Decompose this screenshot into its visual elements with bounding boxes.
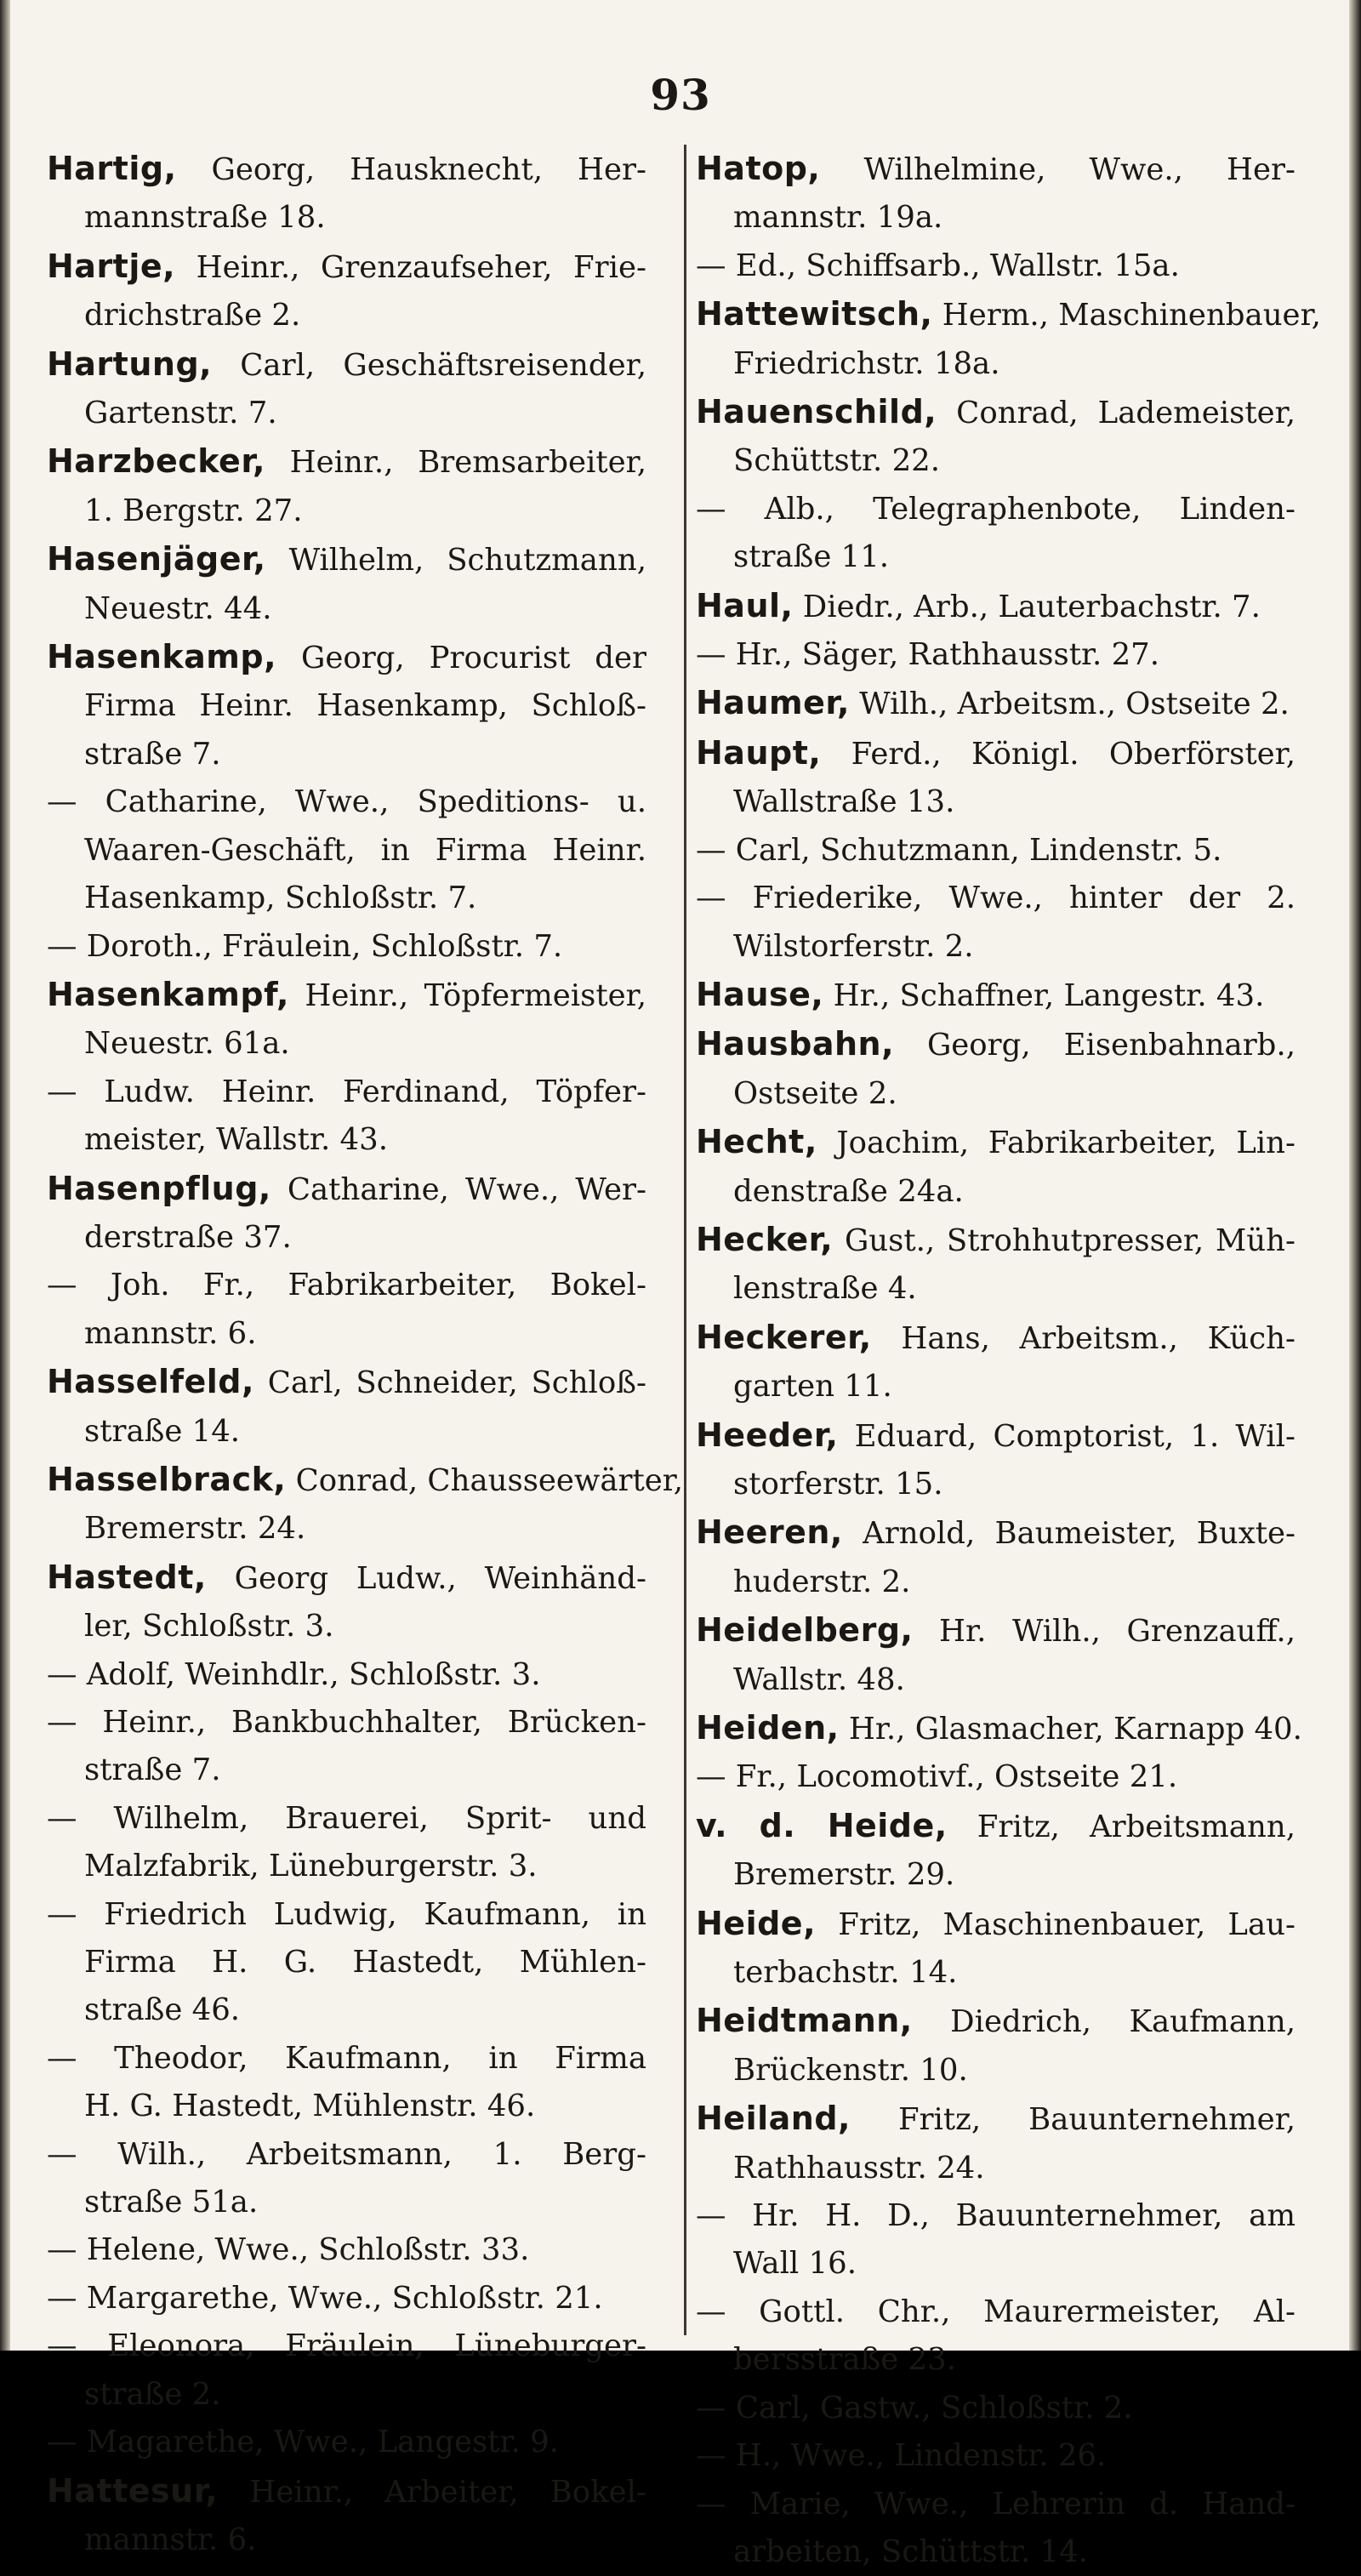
entry-continuation-line (47, 2516, 646, 2564)
entry-text: straße 46. (84, 1992, 240, 2027)
entry-first-line (696, 1411, 1296, 1461)
entry-surname: Heeren, (696, 1513, 843, 1551)
entry-text: — Doroth., Fräulein, Schloßstr. 7. (47, 929, 562, 964)
entry-first-line (696, 1704, 1296, 1753)
entry-text: drichstraße 2. (84, 298, 300, 333)
entry-continuation-line (696, 1363, 1296, 1411)
entry-first-line (696, 1997, 1296, 2046)
entry-continuation-line (47, 731, 646, 778)
entry-surname: Hattewitsch, (696, 295, 932, 333)
directory-entry (47, 1358, 646, 1456)
entry-surname: Heidelberg, (696, 1611, 913, 1649)
entry-surname: Heiland, (696, 2100, 851, 2137)
entry-text: — Helene, Wwe., Schloßstr. 33. (47, 2232, 529, 2267)
entry-text: Wilhelm, Schutzmann, (289, 543, 646, 578)
entry-text: Rathhausstr. 24. (733, 2151, 985, 2186)
entry-text: straße 2. (84, 2377, 221, 2412)
entry-text: — Ludw. Heinr. Ferdinand, Töpfer- (47, 1074, 646, 1109)
entry-first-line (696, 1216, 1296, 1265)
entry-continuation-line (696, 1851, 1296, 1899)
entry-first-line (47, 242, 646, 292)
entry-text: Friedrichstr. 18a. (733, 346, 1000, 381)
entry-first-line (47, 340, 646, 390)
entry-first-line (47, 778, 646, 826)
entry-text: ler, Schloßstr. 3. (84, 1609, 334, 1644)
entry-first-line (47, 145, 646, 194)
entry-text: — Magarethe, Wwe., Langestr. 9. (47, 2425, 559, 2459)
entry-text: — Fr., Locomotivf., Ostseite 21. (696, 1759, 1177, 1794)
entry-first-line (696, 971, 1296, 1020)
entry-first-line (47, 2467, 646, 2516)
directory-entry (47, 2467, 646, 2565)
entry-surname: Hasselfeld, (47, 1363, 254, 1400)
entry-text: straße 14. (84, 1414, 240, 1449)
entry-continuation-line (47, 1116, 646, 1164)
directory-entry (47, 437, 646, 535)
directory-entry (696, 1606, 1296, 1704)
entry-text: Georg Ludw., Weinhänd- (235, 1561, 646, 1596)
entry-text: — Wilh., Arbeitsmann, 1. Berg- (47, 2137, 646, 2172)
entry-text: 1. Bergstr. 27. (84, 493, 303, 528)
entry-continuation-line (47, 1310, 646, 1358)
directory-entry (696, 875, 1296, 971)
directory-entry (696, 290, 1296, 388)
entry-text: Gust., Strohhutpresser, Müh- (845, 1223, 1296, 1258)
directory-entry (47, 1795, 646, 1891)
directory-entry (696, 1900, 1296, 1998)
entry-first-line (696, 242, 1296, 290)
entry-surname: Hecker, (696, 1221, 833, 1258)
entry-surname: Hasenkamp, (47, 638, 276, 675)
entry-first-line (696, 679, 1296, 728)
directory-entry (696, 679, 1296, 728)
directory-entry (47, 1456, 646, 1553)
directory-entry (47, 145, 646, 242)
entry-continuation-line (696, 1461, 1296, 1508)
entry-text: Georg, Procurist der (301, 641, 646, 675)
entry-continuation-line (696, 1070, 1296, 1118)
entry-first-line (47, 2275, 646, 2322)
entry-first-line (696, 1900, 1296, 1949)
entry-continuation-line (696, 1168, 1296, 1216)
entry-first-line (47, 2419, 646, 2466)
entry-text: Wall 16. (733, 2246, 857, 2281)
directory-entry (696, 971, 1296, 1020)
entry-text: straße 7. (84, 737, 221, 772)
entry-continuation-line (47, 1020, 646, 1068)
entry-continuation-line (47, 1986, 646, 2034)
entry-text: Arnold, Baumeister, Buxte- (863, 1516, 1296, 1551)
entry-continuation-line (696, 2047, 1296, 2094)
entry-continuation-line (696, 194, 1296, 242)
entry-continuation-line (47, 585, 646, 633)
directory-entry (47, 535, 646, 633)
entry-first-line (696, 827, 1296, 875)
entry-first-line (47, 2035, 646, 2083)
entry-text: derstraße 37. (84, 1220, 292, 1255)
entry-text: Fritz, Bauunternehmer, (898, 2102, 1296, 2137)
entry-first-line (47, 2226, 646, 2274)
entry-surname: Heiden, (696, 1709, 840, 1747)
entry-first-line (47, 437, 646, 487)
entry-text: Firma H. G. Hastedt, Mühlen- (84, 1945, 646, 1980)
entry-first-line (696, 486, 1296, 533)
page-number: 93 (0, 70, 1361, 120)
entry-first-line (47, 1069, 646, 1116)
directory-entry (47, 2226, 646, 2274)
directory-entry (696, 1314, 1296, 1411)
entry-text: terbachstr. 14. (733, 1955, 957, 1990)
entry-text: — Alb., Telegraphenbote, Linden- (696, 492, 1296, 527)
entry-first-line (696, 388, 1296, 437)
entry-text: bersstraße 23. (733, 2342, 956, 2377)
directory-entry (47, 633, 646, 778)
entry-continuation-line (696, 1656, 1296, 1704)
entry-continuation-line (47, 875, 646, 922)
entry-continuation-line (47, 1603, 646, 1650)
entry-text: Firma Heinr. Hasenkamp, Schloß- (84, 688, 646, 723)
directory-entry (47, 2131, 646, 2227)
entry-text: Georg, Eisenbahnarb., (927, 1028, 1296, 1063)
entry-text: Joachim, Fabrikarbeiter, Lin- (836, 1126, 1296, 1160)
entry-continuation-line (47, 487, 646, 535)
entry-first-line (696, 1753, 1296, 1801)
entry-text: straße 7. (84, 1752, 221, 1787)
entry-text: Fritz, Maschinenbauer, Lau- (838, 1907, 1296, 1942)
entry-continuation-line (47, 1843, 646, 1890)
directory-entry (696, 2385, 1296, 2432)
directory-entry (696, 1508, 1296, 1606)
entry-surname: Haul, (696, 587, 793, 624)
entry-text: — Marie, Wwe., Lehrerin d. Hand- (696, 2487, 1296, 2522)
entry-continuation-line (696, 1265, 1296, 1313)
entry-continuation-line (696, 1949, 1296, 1997)
entry-first-line (47, 1553, 646, 1603)
entry-text: — Hr. H. D., Bauunternehmer, am (696, 2198, 1296, 2233)
entry-continuation-line (47, 827, 646, 875)
entry-surname: Haupt, (696, 734, 821, 772)
entry-continuation-line (47, 292, 646, 339)
entry-first-line (47, 971, 646, 1020)
entry-text: Carl, Geschäftsreisender, (240, 348, 646, 383)
entry-text: — Carl, Gastw., Schloßstr. 2. (696, 2391, 1133, 2425)
entry-text: Hr., Schaffner, Langestr. 43. (834, 978, 1265, 1013)
entry-text: Schüttstr. 22. (733, 443, 940, 478)
entry-continuation-line (47, 2083, 646, 2130)
entry-first-line (47, 923, 646, 971)
directory-entry (696, 388, 1296, 486)
entry-surname: Hauenschild, (696, 393, 937, 430)
entry-first-line (696, 2432, 1296, 2480)
entry-first-line (47, 1699, 646, 1747)
directory-entry (696, 631, 1296, 679)
directory-entry (47, 1165, 646, 1262)
entry-continuation-line (47, 2179, 646, 2226)
directory-entry (47, 242, 646, 340)
directory-entry (47, 2322, 646, 2419)
entry-first-line (47, 1891, 646, 1939)
entry-text: Malzfabrik, Lüneburgerstr. 3. (84, 1849, 538, 1884)
entry-first-line (696, 1020, 1296, 1069)
entry-text: Heinr., Bremsarbeiter, (290, 445, 646, 480)
entry-surname: Hartje, (47, 248, 175, 285)
directory-entry (47, 340, 646, 438)
entry-first-line (696, 1606, 1296, 1656)
entry-text: Fritz, Arbeitsmann, (977, 1809, 1296, 1844)
directory-entry (696, 2192, 1296, 2288)
entry-text: — Friederike, Wwe., hinter der 2. (696, 881, 1296, 915)
entry-text: straße 11. (733, 539, 889, 574)
entry-first-line (696, 2094, 1296, 2144)
entry-text: Catharine, Wwe., Wer- (288, 1172, 646, 1207)
entry-first-line (696, 875, 1296, 922)
entry-text: Bremerstr. 24. (84, 1511, 305, 1546)
entry-text: — Eleonora, Fräulein, Lüneburger- (47, 2328, 646, 2363)
entry-first-line (47, 1262, 646, 1309)
entry-first-line (696, 631, 1296, 679)
directory-entry (696, 1997, 1296, 2094)
entry-text: mannstraße 18. (84, 200, 326, 235)
entry-text: Wallstraße 13. (733, 784, 954, 819)
entry-text: denstraße 24a. (733, 1174, 964, 1209)
entry-first-line (47, 535, 646, 584)
entry-text: Heinr., Töpfermeister, (305, 978, 646, 1013)
directory-entry (47, 2419, 646, 2466)
entry-text: Diedr., Arb., Lauterbachstr. 7. (803, 590, 1261, 624)
entry-first-line (47, 1651, 646, 1699)
entry-text: — Joh. Fr., Fabrikarbeiter, Bokel- (47, 1268, 646, 1302)
entry-first-line (696, 1508, 1296, 1558)
entry-surname: v. d. Heide, (696, 1807, 948, 1844)
entry-text: Conrad, Lademeister, (956, 396, 1296, 430)
entry-surname: Hause, (696, 976, 823, 1013)
entry-continuation-line (47, 2371, 646, 2419)
entry-text: Heinr., Arbeiter, Bokel- (249, 2475, 646, 2510)
entry-text: Conrad, Chausseewärter, (296, 1463, 684, 1498)
entry-continuation-line (696, 2336, 1296, 2384)
entry-continuation-line (47, 1408, 646, 1456)
entry-text: — Adolf, Weinhdlr., Schloßstr. 3. (47, 1657, 541, 1692)
directory-entry (696, 1216, 1296, 1314)
directory-entry (696, 2288, 1296, 2385)
directory-entry (696, 486, 1296, 582)
directory-entry (696, 827, 1296, 875)
entry-first-line (696, 2288, 1296, 2336)
entry-text: — Friedrich Ludwig, Kaufmann, in (47, 1897, 646, 1932)
entry-text: Herm., Maschinenbauer, (942, 298, 1321, 333)
entry-text: Wilhelmine, Wwe., Her- (863, 152, 1296, 187)
entry-first-line (696, 1314, 1296, 1363)
entry-continuation-line (47, 682, 646, 730)
entry-text: storferstr. 15. (733, 1467, 943, 1502)
entry-first-line (47, 1456, 646, 1505)
entry-surname: Hasenkampf, (47, 976, 289, 1013)
entry-continuation-line (696, 2240, 1296, 2288)
entry-text: Ferd., Königl. Oberförster, (851, 737, 1296, 772)
entry-text: — Catharine, Wwe., Speditions- u. (47, 784, 646, 819)
directory-entry (47, 1651, 646, 1699)
entry-continuation-line (696, 2528, 1296, 2576)
entry-first-line (696, 290, 1296, 339)
entry-surname: Hattesur, (47, 2472, 218, 2510)
entry-surname: Hasenpflug, (47, 1170, 271, 1207)
entry-text: Wallstr. 48. (733, 1662, 905, 1697)
entry-text: Hr. Wilh., Grenzauff., (939, 1614, 1296, 1649)
entry-text: lenstraße 4. (733, 1271, 917, 1306)
entry-text: — Gottl. Chr., Maurermeister, Al- (696, 2294, 1296, 2329)
directory-entry (47, 2035, 646, 2131)
entry-text: mannstr. 6. (84, 2522, 257, 2557)
entry-text: mannstr. 19a. (733, 200, 942, 235)
entry-text: — H., Wwe., Lindenstr. 26. (696, 2438, 1106, 2473)
entry-first-line (696, 1118, 1296, 1167)
entry-surname: Hartung, (47, 345, 212, 383)
entry-continuation-line (47, 1505, 646, 1553)
entry-surname: Harzbecker, (47, 442, 265, 480)
entry-first-line (696, 2192, 1296, 2240)
entry-text: huderstr. 2. (733, 1564, 910, 1599)
entry-text: Ostseite 2. (733, 1076, 897, 1111)
entry-text: Waaren-Geschäft, in Firma Heinr. (84, 833, 646, 868)
entry-text: Carl, Schneider, Schloß- (268, 1365, 646, 1400)
entry-surname: Hasenjäger, (47, 540, 266, 578)
right-column (696, 145, 1296, 2576)
entry-continuation-line (696, 340, 1296, 388)
entry-text: arbeiten, Schüttstr. 14. (733, 2534, 1088, 2569)
entry-text: — Ed., Schiffsarb., Wallstr. 15a. (696, 248, 1180, 283)
directory-entry (47, 1069, 646, 1165)
directory-entry (47, 778, 646, 922)
entry-first-line (696, 1802, 1296, 1851)
entry-first-line (47, 633, 646, 682)
entry-text: Neuestr. 61a. (84, 1026, 290, 1061)
entry-continuation-line (47, 1939, 646, 1986)
directory-entry (696, 1753, 1296, 1801)
entry-text: straße 51a. (84, 2185, 258, 2220)
entry-text: meister, Wallstr. 43. (84, 1122, 388, 1157)
entry-text: Eduard, Comptorist, 1. Wil- (855, 1419, 1296, 1454)
entry-text: H. G. Hastedt, Mühlenstr. 46. (84, 2089, 535, 2123)
entry-text: Neuestr. 44. (84, 591, 272, 626)
entry-continuation-line (696, 533, 1296, 581)
entry-continuation-line (696, 778, 1296, 826)
entry-continuation-line (47, 194, 646, 242)
entry-continuation-line (47, 1214, 646, 1262)
entry-text: — Hr., Säger, Rathhausstr. 27. (696, 637, 1159, 672)
entry-continuation-line (696, 923, 1296, 971)
directory-entry (696, 2432, 1296, 2480)
directory-entry (696, 145, 1296, 242)
entry-text: mannstr. 6. (84, 1316, 257, 1351)
entry-text: Hans, Arbeitsm., Küch- (901, 1321, 1296, 1356)
entry-text: Gartenstr. 7. (84, 396, 277, 430)
left-column (47, 145, 646, 2564)
directory-entry (696, 729, 1296, 827)
entry-text: Wilstorferstr. 2. (733, 929, 974, 964)
entry-first-line (696, 2385, 1296, 2432)
entry-surname: Hastedt, (47, 1559, 207, 1596)
entry-text: Hasenkamp, Schloßstr. 7. (84, 881, 476, 915)
entry-surname: Hasselbrack, (47, 1461, 286, 1498)
directory-entry (47, 923, 646, 971)
directory-entry (696, 2481, 1296, 2576)
entry-text: — Theodor, Kaufmann, in Firma (47, 2041, 646, 2076)
entry-text: Diedrich, Kaufmann, (950, 2004, 1296, 2039)
entry-text: — Wilhelm, Brauerei, Sprit- und (47, 1801, 646, 1836)
column-divider (684, 145, 686, 2335)
directory-entry (47, 971, 646, 1069)
entry-surname: Hecht, (696, 1123, 817, 1160)
entry-surname: Hatop, (696, 150, 820, 187)
entry-surname: Heeder, (696, 1416, 838, 1454)
directory-entry (47, 1699, 646, 1795)
directory-entry (47, 1262, 646, 1358)
directory-entry (696, 1020, 1296, 1118)
directory-entry (696, 582, 1296, 631)
entry-text: garten 11. (733, 1369, 892, 1404)
entry-continuation-line (696, 437, 1296, 485)
directory-entry (47, 1553, 646, 1651)
entry-first-line (47, 2322, 646, 2370)
entry-text: — Heinr., Bankbuchhalter, Brücken- (47, 1705, 646, 1740)
entry-surname: Heckerer, (696, 1319, 872, 1356)
entry-surname: Hausbahn, (696, 1025, 894, 1063)
directory-entry (47, 1891, 646, 2035)
entry-surname: Hartig, (47, 150, 177, 187)
directory-entry (696, 1118, 1296, 1216)
directory-entry (696, 1411, 1296, 1509)
entry-text: — Carl, Schutzmann, Lindenstr. 5. (696, 833, 1221, 868)
entry-continuation-line (696, 2145, 1296, 2192)
entry-text: Georg, Hausknecht, Her- (212, 152, 647, 187)
entry-first-line (696, 729, 1296, 778)
entry-first-line (47, 2131, 646, 2179)
entry-first-line (47, 1165, 646, 1214)
entry-first-line (696, 2481, 1296, 2528)
entry-text: Brückenstr. 10. (733, 2053, 968, 2088)
entry-text: Heinr., Grenzaufseher, Frie- (196, 250, 646, 285)
entry-first-line (47, 1795, 646, 1843)
directory-entry (696, 2094, 1296, 2192)
entry-surname: Heide, (696, 1905, 816, 1942)
entry-text: — Margarethe, Wwe., Schloßstr. 21. (47, 2281, 603, 2316)
directory-entry (696, 242, 1296, 290)
entry-first-line (696, 145, 1296, 194)
entry-text: Wilh., Arbeitsm., Ostseite 2. (859, 687, 1290, 721)
entry-first-line (47, 1358, 646, 1407)
entry-continuation-line (47, 390, 646, 437)
entry-continuation-line (47, 1747, 646, 1794)
entry-text: Hr., Glasmacher, Karnapp 40. (849, 1712, 1302, 1747)
directory-entry (47, 2275, 646, 2322)
entry-text: Bremerstr. 29. (733, 1857, 954, 1892)
entry-continuation-line (696, 1559, 1296, 1606)
entry-surname: Haumer, (696, 684, 850, 721)
directory-entry (696, 1704, 1296, 1753)
entry-surname: Heidtmann, (696, 2002, 913, 2039)
entry-first-line (696, 582, 1296, 631)
directory-entry (696, 1802, 1296, 1900)
